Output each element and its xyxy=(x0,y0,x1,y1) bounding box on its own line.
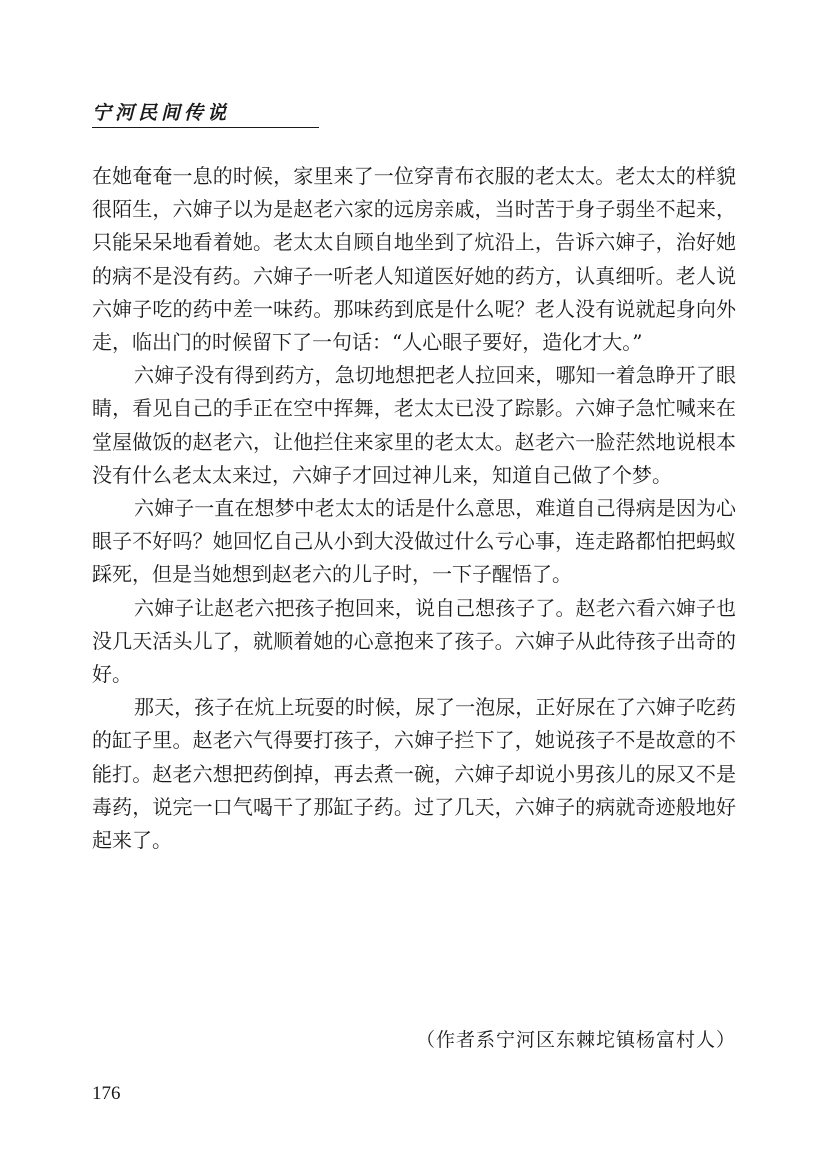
paragraph-2: 六婶子没有得到药方，急切地想把老人拉回来，哪知一着急睁开了眼睛，看见自己的手正在空中挥舞，老太太已没了踪影。六婶子急忙喊来在堂屋做饭的赵老六，让他拦住来家里的老太太。赵老六一脸茫然地说根本没有什么老太太来过，六婶子才回过神儿来，知道自己做了个梦。 xyxy=(92,363,736,487)
header-rule xyxy=(92,127,319,128)
author-byline: （作者系宁河区东棘坨镇杨富村人） xyxy=(415,1029,736,1051)
paragraph-4: 六婶子让赵老六把孩子抱回来，说自己想孩子了。赵老六看六婶子也没几天活头儿了，就顺着她的心意抱来了孩子。六婶子从此待孩子出奇的好。 xyxy=(92,595,736,687)
paragraph-1: 在她奄奄一息的时候，家里来了一位穿青布衣服的老太太。老太太的样貌很陌生，六婶子以为是赵老六家的远房亲戚，当时苦于身子弱坐不起来，只能呆呆地看着她。老太太自顾自地坐到了炕沿上，告诉六婶子，治好她的病不是没有药。六婶子一听老人知道医好她的药方，认真细听。老人说六婶子吃的药中差一味药。那味药到底是什么呢？老人没有说就起身向外走，临出门的时候留下了一句话：“人心眼子要好，造化才大。” xyxy=(92,164,736,355)
book-title: 宁河民间传说 xyxy=(92,102,231,124)
body-text xyxy=(92,160,736,857)
paragraph-5: 那天，孩子在炕上玩耍的时候，尿了一泡尿，正好尿在了六婶子吃药的缸子里。赵老六气得要打孩子，六婶子拦下了，她说孩子不是故意的不能打。赵老六想把药倒掉，再去煮一碗，六婶子却说小男孩儿的尿又不是毒药，说完一口气喝干了那缸子药。过了几天，六婶子的病就奇迹般地好起来了。 xyxy=(92,695,736,853)
running-head xyxy=(92,100,319,130)
page-number: 176 xyxy=(92,1083,121,1104)
paragraph-3: 六婶子一直在想梦中老太太的话是什么意思，难道自己得病是因为心眼子不好吗？她回忆自己从小到大没做过什么亏心事，连走路都怕把蚂蚁踩死，但是当她想到赵老六的儿子时，一下子醒悟了。 xyxy=(92,496,736,587)
